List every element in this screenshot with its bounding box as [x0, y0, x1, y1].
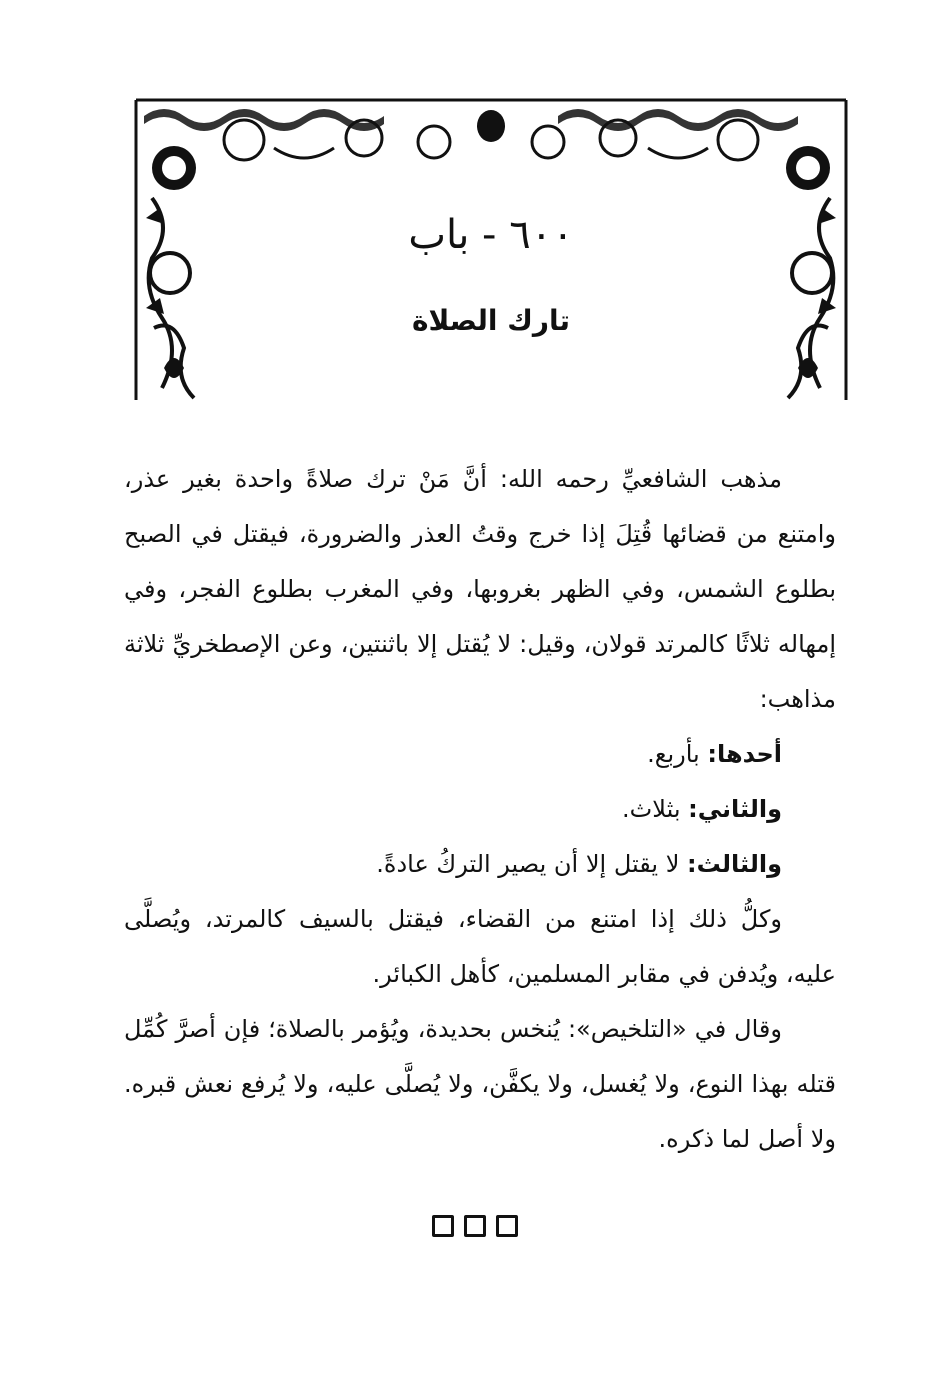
paragraph-burial: وكلُّ ذلك إذا امتنع من القضاء، فيقتل بالسيف كالمرتد، ويُصلَّى عليه، ويُدفن في مقابر المسلمين، كأهل الكبائر. — [124, 905, 836, 988]
item-text: لا يقتل إلا أن يصير التركُ عادةً. — [376, 850, 688, 878]
chapter-body — [124, 452, 836, 1167]
paragraph-talkhis: وقال في «التلخيص»: يُنخس بحديدة، ويُؤمر بالصلاة؛ فإن أصرَّ كُمِّل قتله بهذا النوع، ولا يُغسل، ولا يكفَّن، ولا يُصلَّى عليه، ولا يُرفع نعش قبره. ولا أصل لما ذكره. — [124, 1015, 836, 1153]
list-item-third — [124, 837, 836, 892]
item-text: بأربع. — [647, 740, 708, 768]
three-square-end-marks-icon — [0, 1215, 949, 1237]
square-mark — [432, 1215, 454, 1237]
paragraph-intro: مذهب الشافعيِّ رحمه الله: أنَّ مَنْ ترك صلاةً واحدة بغير عذر، وامتنع من قضائها قُتِلَ إذا خرج وقتُ العذر والضرورة، فيقتل في الصبح بطلوع الشمس، وفي الظهر بغروبها، وفي المغرب بطلوع الفجر، وفي إمهاله ثلاثًا كالمرتد قولان، وقيل: لا يُقتل إلا باثنتين، وعن الإصطخريِّ ثلاثة مذاهب: — [124, 465, 836, 713]
item-text: بثلاث. — [622, 795, 689, 823]
list-item-first — [124, 727, 836, 782]
item-lead: أحدها: — [707, 740, 782, 768]
square-mark — [464, 1215, 486, 1237]
list-item-second — [124, 782, 836, 837]
square-mark — [496, 1215, 518, 1237]
chapter-title: تارك الصلاة — [411, 304, 571, 337]
chapter-number — [134, 212, 848, 258]
item-lead: والثاني: — [688, 795, 782, 823]
chapter-number-label: ٦٠٠ - باب — [408, 212, 574, 258]
item-lead: والثالث: — [687, 850, 782, 878]
